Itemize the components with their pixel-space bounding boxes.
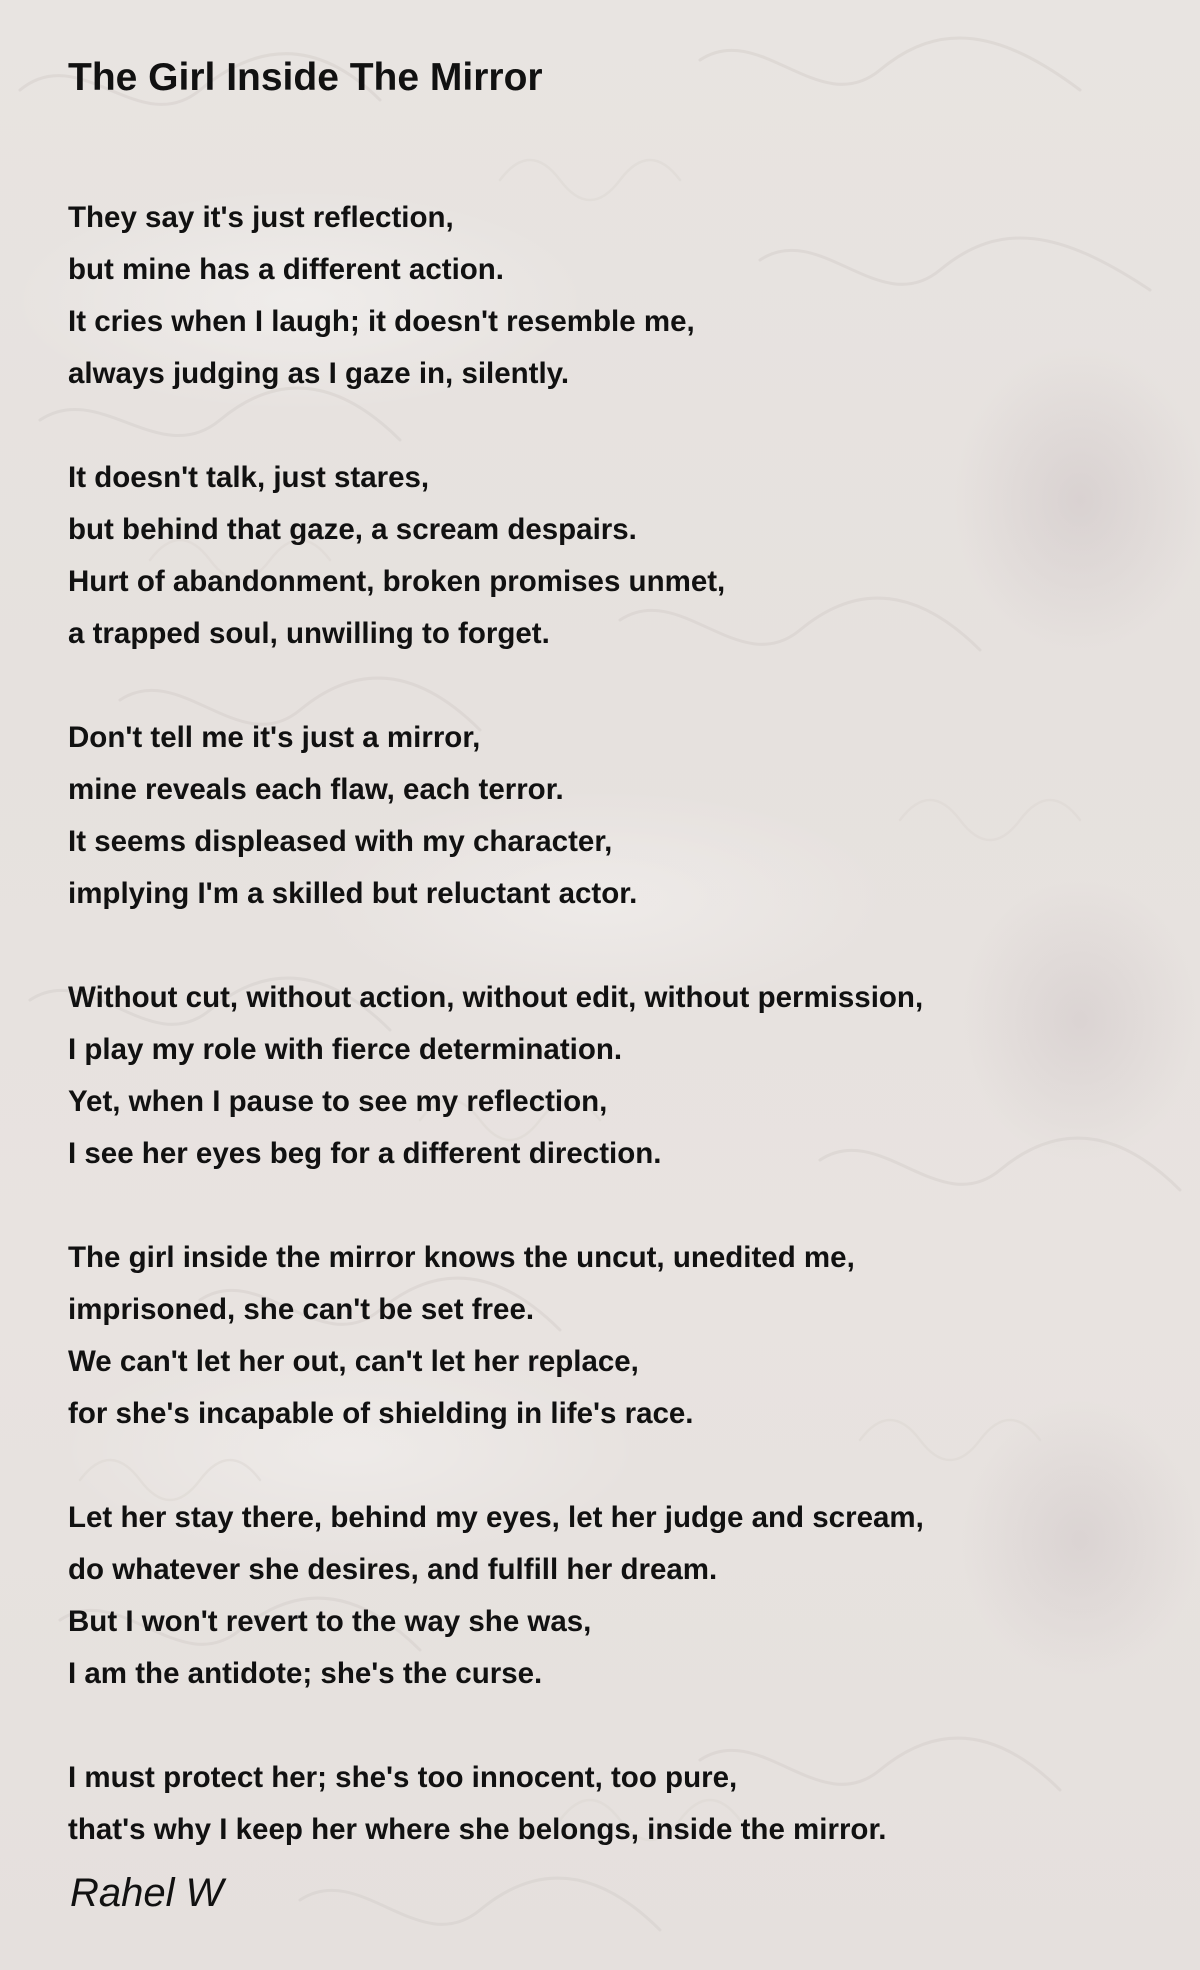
poem-line: implying I'm a skilled but reluctant actor.: [68, 877, 638, 910]
poem-line: Don't tell me it's just a mirror,: [68, 721, 481, 754]
poem-line: I am the antidote; she's the curse.: [68, 1657, 543, 1690]
poem-line: Yet, when I pause to see my reflection,: [68, 1085, 608, 1118]
poem-content: [68, 48, 1148, 1908]
poem-line: The girl inside the mirror knows the uncut, unedited me,: [68, 1241, 855, 1274]
poem-line: a trapped soul, unwilling to forget.: [68, 617, 550, 650]
poem-line: do whatever she desires, and fulfill her dream.: [68, 1553, 718, 1586]
poem-line: I play my role with fierce determination.: [68, 1033, 623, 1066]
poem-line: for she's incapable of shielding in life's race.: [68, 1397, 694, 1430]
stanza: [68, 1492, 1148, 1700]
poem-line: Without cut, without action, without edit, without permission,: [68, 981, 924, 1014]
poem-line: We can't let her out, can't let her replace,: [68, 1345, 639, 1378]
poem-line: but mine has a different action.: [68, 253, 505, 286]
stanza: [68, 712, 1148, 920]
stanza: [68, 972, 1148, 1180]
poem-line: It seems displeased with my character,: [68, 825, 613, 858]
poem-line: Hurt of abandonment, broken promises unmet,: [68, 565, 726, 598]
stanza: [68, 452, 1148, 660]
poem-body: [68, 192, 1148, 1856]
poem-line: always judging as I gaze in, silently.: [68, 357, 570, 390]
poem-line: imprisoned, she can't be set free.: [68, 1293, 535, 1326]
poem-author: Rahel W: [70, 1871, 224, 1915]
poem-line: It cries when I laugh; it doesn't resemble me,: [68, 305, 695, 338]
poem-line: that's why I keep her where she belongs, inside the mirror.: [68, 1813, 887, 1846]
poem-line: but behind that gaze, a scream despairs.: [68, 513, 637, 546]
poem-title: The Girl Inside The Mirror: [68, 56, 543, 99]
poem-line: I must protect her; she's too innocent, too pure,: [68, 1761, 738, 1794]
stanza: [68, 1752, 1148, 1856]
poem-line: Let her stay there, behind my eyes, let her judge and scream,: [68, 1501, 924, 1534]
poem-line: It doesn't talk, just stares,: [68, 461, 430, 494]
poem-line: mine reveals each flaw, each terror.: [68, 773, 564, 806]
stanza: [68, 192, 1148, 400]
poem-line: But I won't revert to the way she was,: [68, 1605, 592, 1638]
poem-line: They say it's just reflection,: [68, 201, 454, 234]
poem-line: I see her eyes beg for a different direction.: [68, 1137, 662, 1170]
stanza: [68, 1232, 1148, 1440]
